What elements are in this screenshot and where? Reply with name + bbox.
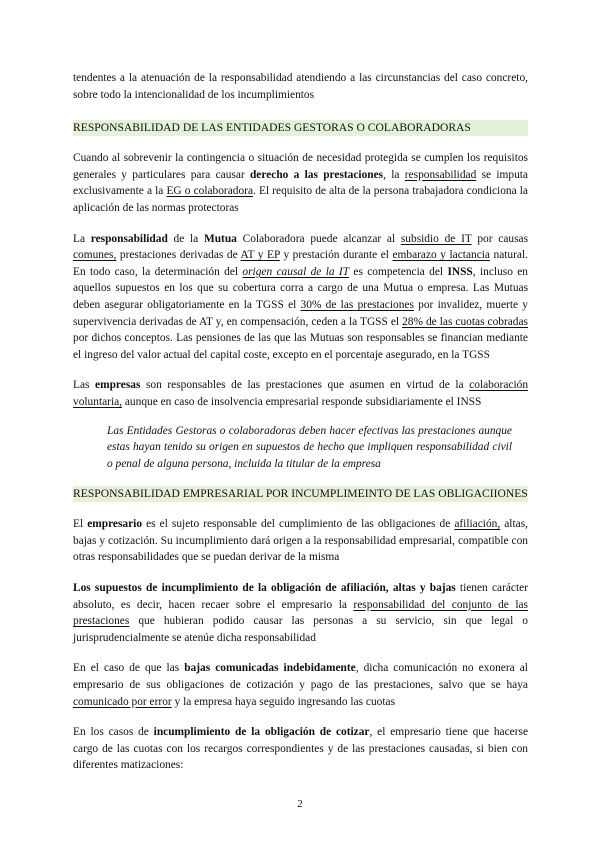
page-body	[73, 70, 528, 774]
paragraph-bajas: En el caso de que las bajas comunicadas indebidamente, dicha comunicación no exonera al empresario de sus obligaciones de cotización y pago de las prestaciones, salvo que se haya comunicado por error y la empresa haya seguido ingresando las cuotas	[73, 662, 528, 708]
paragraph-empresas: Las empresas son responsables de las prestaciones que asumen en virtud de la colaboración voluntaria, aunque en caso de insolvencia empresarial responde subsidiariamente el INSS	[73, 379, 529, 408]
paragraph-afiliacion: Los supuestos de incumplimiento de la obligación de afiliación, altas y bajas tienen carácter absoluto, es decir, hacen recaer sobre el empresario la responsabilidad del conjunto de las prestaciones que hubieran podido causar las personas a su servicio, sin que legal o jurisprudencialmente se atenúe dicha responsabilidad	[73, 582, 528, 644]
section-heading-entidades: RESPONSABILIDAD DE LAS ENTIDADES GESTORAS O COLABORADORAS	[73, 120, 528, 136]
page-number: 2	[297, 798, 303, 810]
paragraph-empresario: El empresario es el sujeto responsable del cumplimiento de las obligaciones de afiliación, altas, bajas y cotización. Su incumplimiento dará origen a la responsabilidad empresarial, compatible con otras responsabilidades que se puedan derivar de la misma	[73, 518, 528, 564]
paragraph-mutua: La responsabilidad de la Mutua Colaboradora puede alcanzar al subsidio de IT por causas comunes, prestaciones derivadas de AT y EP y prestación durante el embarazo y lactancia natural. En todo caso, la determinación del origen causal de la IT es competencia del INSS, incluso en aquellos supuestos en los que su cobertura corra a cargo de una Mutua o empresa. Las Mutuas deben asegurar obligatoriamente en la TGSS el 30% de las prestaciones por invalidez, muerte y supervivencia derivadas de AT y, en compensación, ceden a la TGSS el 28% de las cuotas cobradas por dichos conceptos. Las pensiones de las que las Mutuas son responsables se financian mediante el ingreso del valor actual del capital coste, excepto en el porcentaje asegurado, en la TGSS	[73, 232, 528, 361]
section-heading-empresarial: RESPONSABILIDAD EMPRESARIAL POR INCUMPLIMEINTO DE LAS OBLIGACIIONES	[73, 487, 528, 501]
intro-paragraph: tendentes a la atenuación de la responsabilidad atendiendo a las circunstancias del caso concreto, sobre todo la intencionalidad de los incumplimientos	[73, 72, 528, 101]
paragraph-derecho-prestaciones: Cuando al sobrevenir la contingencia o situación de necesidad protegida se cumplen los requisitos generales y particulares para causar derecho a las prestaciones, la responsabilidad se imputa exclusivamente a la EG o colaboradora. El requisito de alta de la persona trabajadora condiciona la aplicación de las normas protectoras	[73, 152, 528, 214]
paragraph-cotizar: En los casos de incumplimiento de la obligación de cotizar, el empresario tiene que hacerse cargo de las cuotas con los recargos correspondientes y de las prestaciones causadas, si bien con diferentes matizaciones:	[73, 726, 528, 772]
italic-note: Las Entidades Gestoras o colaboradoras deben hacer efectivas las prestaciones aunque estas hayan tenido su origen en supuestos de hecho que impliquen responsabilidad civil o penal de alguna persona, incluida la titular de la empresa	[107, 424, 512, 470]
